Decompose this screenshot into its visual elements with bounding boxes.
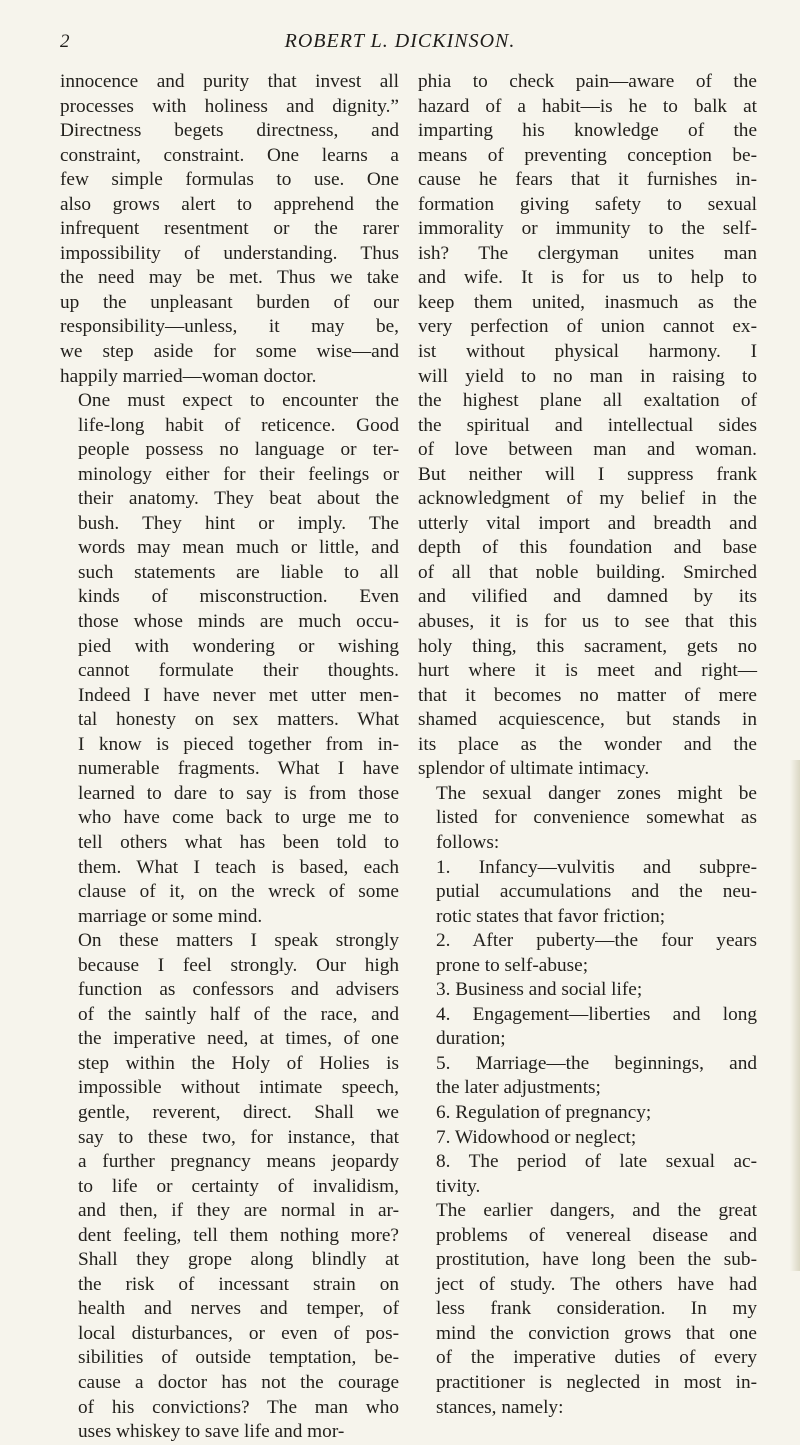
text-line: few simple formulas to use. One [60, 169, 399, 191]
paragraph [418, 70, 757, 782]
text-line: tal honesty on sex matters. What [78, 709, 399, 731]
text-line: who have come back to urge me to [78, 807, 399, 829]
text-line: processes with holiness and dignity.” [60, 95, 399, 117]
text-line: such statements are liable to all [78, 561, 399, 583]
text-line: 6. Regulation of pregnancy; [436, 1101, 652, 1123]
text-line: problems of venereal disease and [436, 1224, 757, 1246]
paragraph [60, 929, 399, 1444]
text-line: putial accumulations and the neu- [436, 881, 757, 903]
text-line: minology either for their feelings or [78, 463, 399, 485]
text-line: less frank consideration. In my [436, 1298, 757, 1320]
text-line: the risk of incessant strain on [78, 1273, 399, 1295]
text-line: One must expect to encounter the [78, 390, 399, 412]
text-line: ject of study. The others have had [436, 1273, 757, 1295]
text-line: their anatomy. They beat about the [78, 488, 399, 510]
text-line: utterly vital import and breadth and [418, 512, 757, 534]
text-line: learned to dare to say is from those [78, 782, 399, 804]
text-line: gentle, reverent, direct. Shall we [78, 1101, 399, 1123]
text-line: pied with wondering or wishing [78, 635, 399, 657]
paragraph [418, 1101, 757, 1126]
text-line: of all that noble building. Smirched [418, 561, 757, 583]
text-line: On these matters I speak strongly [78, 930, 399, 952]
text-line: tell others what has been told to [78, 831, 399, 853]
text-line: step within the Holy of Holies is [78, 1052, 399, 1074]
text-line: splendor of ultimate intimacy. [418, 758, 650, 780]
text-line: depth of this foundation and base [418, 537, 757, 559]
text-line: will yield to no man in raising to [418, 365, 757, 387]
text-line: impossibility of understanding. Thus [60, 242, 399, 264]
text-line: follows: [436, 831, 500, 853]
text-line: and then, if they are normal in ar- [78, 1200, 399, 1222]
text-line: sibilities of outside temptation, be- [78, 1347, 399, 1369]
text-line: happily married—woman doctor. [60, 365, 317, 387]
text-line: uses whiskey to save life and mor- [78, 1421, 345, 1443]
text-line: because I feel strongly. Our high [78, 954, 399, 976]
paragraph [418, 1126, 757, 1151]
text-line: responsibility—unless, it may be, [60, 316, 399, 338]
paragraph [418, 929, 757, 978]
left-column [60, 70, 399, 1445]
text-line: life-long habit of reticence. Good [78, 414, 399, 436]
text-line: The sexual danger zones might be [436, 782, 757, 804]
text-line: clause of it, on the wreck of some [78, 881, 399, 903]
text-line: impossible without intimate speech, [78, 1077, 399, 1099]
text-line: prostitution, have long been the sub- [436, 1249, 757, 1271]
text-line: phia to check pain—aware of the [418, 71, 757, 92]
text-line: keep them united, inasmuch as the [418, 291, 757, 313]
text-line: Directness begets directness, and [60, 120, 399, 142]
text-line: say to these two, for instance, that [78, 1126, 399, 1148]
text-line: of the imperative duties of every [436, 1347, 757, 1369]
text-line: function as confessors and advisers [78, 979, 399, 1001]
text-line: ish? The clergyman unites man [418, 242, 757, 264]
text-line: also grows alert to apprehend the [60, 193, 399, 215]
text-line: health and nerves and temper, of [78, 1298, 399, 1320]
text-line: kinds of misconstruction. Even [78, 586, 399, 608]
paragraph [60, 389, 399, 929]
text-line: that it becomes no matter of mere [418, 684, 757, 706]
text-line: mind the conviction grows that one [436, 1322, 757, 1344]
text-line: The earlier dangers, and the great [436, 1200, 757, 1222]
text-line: 1. Infancy—vulvitis and subpre- [436, 856, 757, 878]
text-line: 4. Engagement—liberties and long [436, 1003, 757, 1025]
text-line: tivity. [436, 1175, 481, 1197]
paragraph [418, 1052, 757, 1101]
paragraph [418, 1199, 757, 1420]
text-line: practitioner is neglected in most in- [436, 1371, 757, 1393]
text-line: a further pregnancy means jeopardy [78, 1151, 399, 1173]
text-line: holy thing, this sacrament, gets no [418, 635, 757, 657]
text-line: the later adjustments; [436, 1077, 601, 1099]
text-line: rotic states that favor friction; [436, 905, 666, 927]
text-line: I know is pieced together from in- [78, 733, 399, 755]
text-line: the highest plane all exaltation of [418, 390, 757, 412]
text-line: hazard of a habit—is he to balk at [418, 95, 757, 117]
text-line: immorality or immunity to the self- [418, 218, 757, 240]
paragraph [418, 978, 757, 1003]
text-line: up the unpleasant burden of our [60, 291, 399, 313]
text-line: innocence and purity that invest all [60, 71, 399, 92]
text-line: very perfection of union cannot ex- [418, 316, 757, 338]
paragraph [418, 856, 757, 930]
text-line: 2. After puberty—the four years [436, 930, 757, 952]
text-line: Indeed I have never met utter men- [78, 684, 399, 706]
right-column [418, 70, 757, 1420]
text-line: stances, namely: [436, 1396, 564, 1418]
text-line: numerable fragments. What I have [78, 758, 399, 780]
text-line: means of preventing conception be- [418, 144, 757, 166]
text-line: marriage or some mind. [78, 905, 263, 927]
text-line: of the saintly half of the race, and [78, 1003, 399, 1025]
paragraph [60, 70, 399, 389]
text-line: Shall they grope along blindly at [78, 1249, 399, 1271]
text-line: 8. The period of late sexual ac- [436, 1151, 757, 1173]
text-line: listed for convenience somewhat as [436, 807, 757, 829]
text-line: 5. Marriage—the beginnings, and [436, 1052, 757, 1074]
text-line: duration; [436, 1028, 506, 1050]
text-line: formation giving safety to sexual [418, 193, 757, 215]
text-line: imparting his knowledge of the [418, 120, 757, 142]
text-line: constraint, constraint. One learns a [60, 144, 399, 166]
text-line: the need may be met. Thus we take [60, 267, 399, 289]
text-line: the spiritual and intellectual sides [418, 414, 757, 436]
text-line: people possess no language or ter- [78, 439, 399, 461]
text-line: cause a doctor has not the courage [78, 1371, 399, 1393]
text-line: those whose minds are much occu- [78, 611, 399, 633]
text-line: the imperative need, at times, of one [78, 1028, 399, 1050]
text-line: words may mean much or little, and [78, 537, 399, 559]
text-line: infrequent resentment or the rarer [60, 218, 399, 240]
text-line: local disturbances, or even of pos- [78, 1322, 399, 1344]
text-line: of love between man and woman. [418, 439, 757, 461]
text-line: cause he fears that it furnishes in- [418, 169, 757, 191]
text-line: of his convictions? The man who [78, 1396, 399, 1418]
text-line: them. What I teach is based, each [78, 856, 399, 878]
paragraph [418, 782, 757, 856]
text-line: and vilified and damned by its [418, 586, 757, 608]
text-line: and wife. It is for us to help to [418, 267, 757, 289]
text-line: prone to self-abuse; [436, 954, 589, 976]
page-edge-shadow [790, 760, 800, 1271]
text-line: dent feeling, tell them nothing more? [78, 1224, 399, 1246]
text-line: shamed acquiescence, but stands in [418, 709, 757, 731]
text-line: cannot formulate their thoughts. [78, 660, 399, 682]
page-number: 2 [60, 31, 70, 52]
text-line: to life or certainty of invalidism, [78, 1175, 399, 1197]
running-head: ROBERT L. DICKINSON. [284, 30, 516, 52]
text-line: hurt where it is meet and right— [418, 660, 757, 682]
text-line: abuses, it is for us to see that this [418, 611, 757, 633]
text-line: we step aside for some wise—and [60, 341, 399, 363]
text-line: its place as the wonder and the [418, 733, 757, 755]
text-line: 7. Widowhood or neglect; [436, 1126, 637, 1148]
text-line: bush. They hint or imply. The [78, 512, 399, 534]
paragraph [418, 1150, 757, 1199]
text-line: ist without physical harmony. I [418, 341, 757, 363]
text-line: But neither will I suppress frank [418, 463, 757, 485]
text-line: acknowledgment of my belief in the [418, 488, 757, 510]
text-line: 3. Business and social life; [436, 979, 643, 1001]
paragraph [418, 1003, 757, 1052]
